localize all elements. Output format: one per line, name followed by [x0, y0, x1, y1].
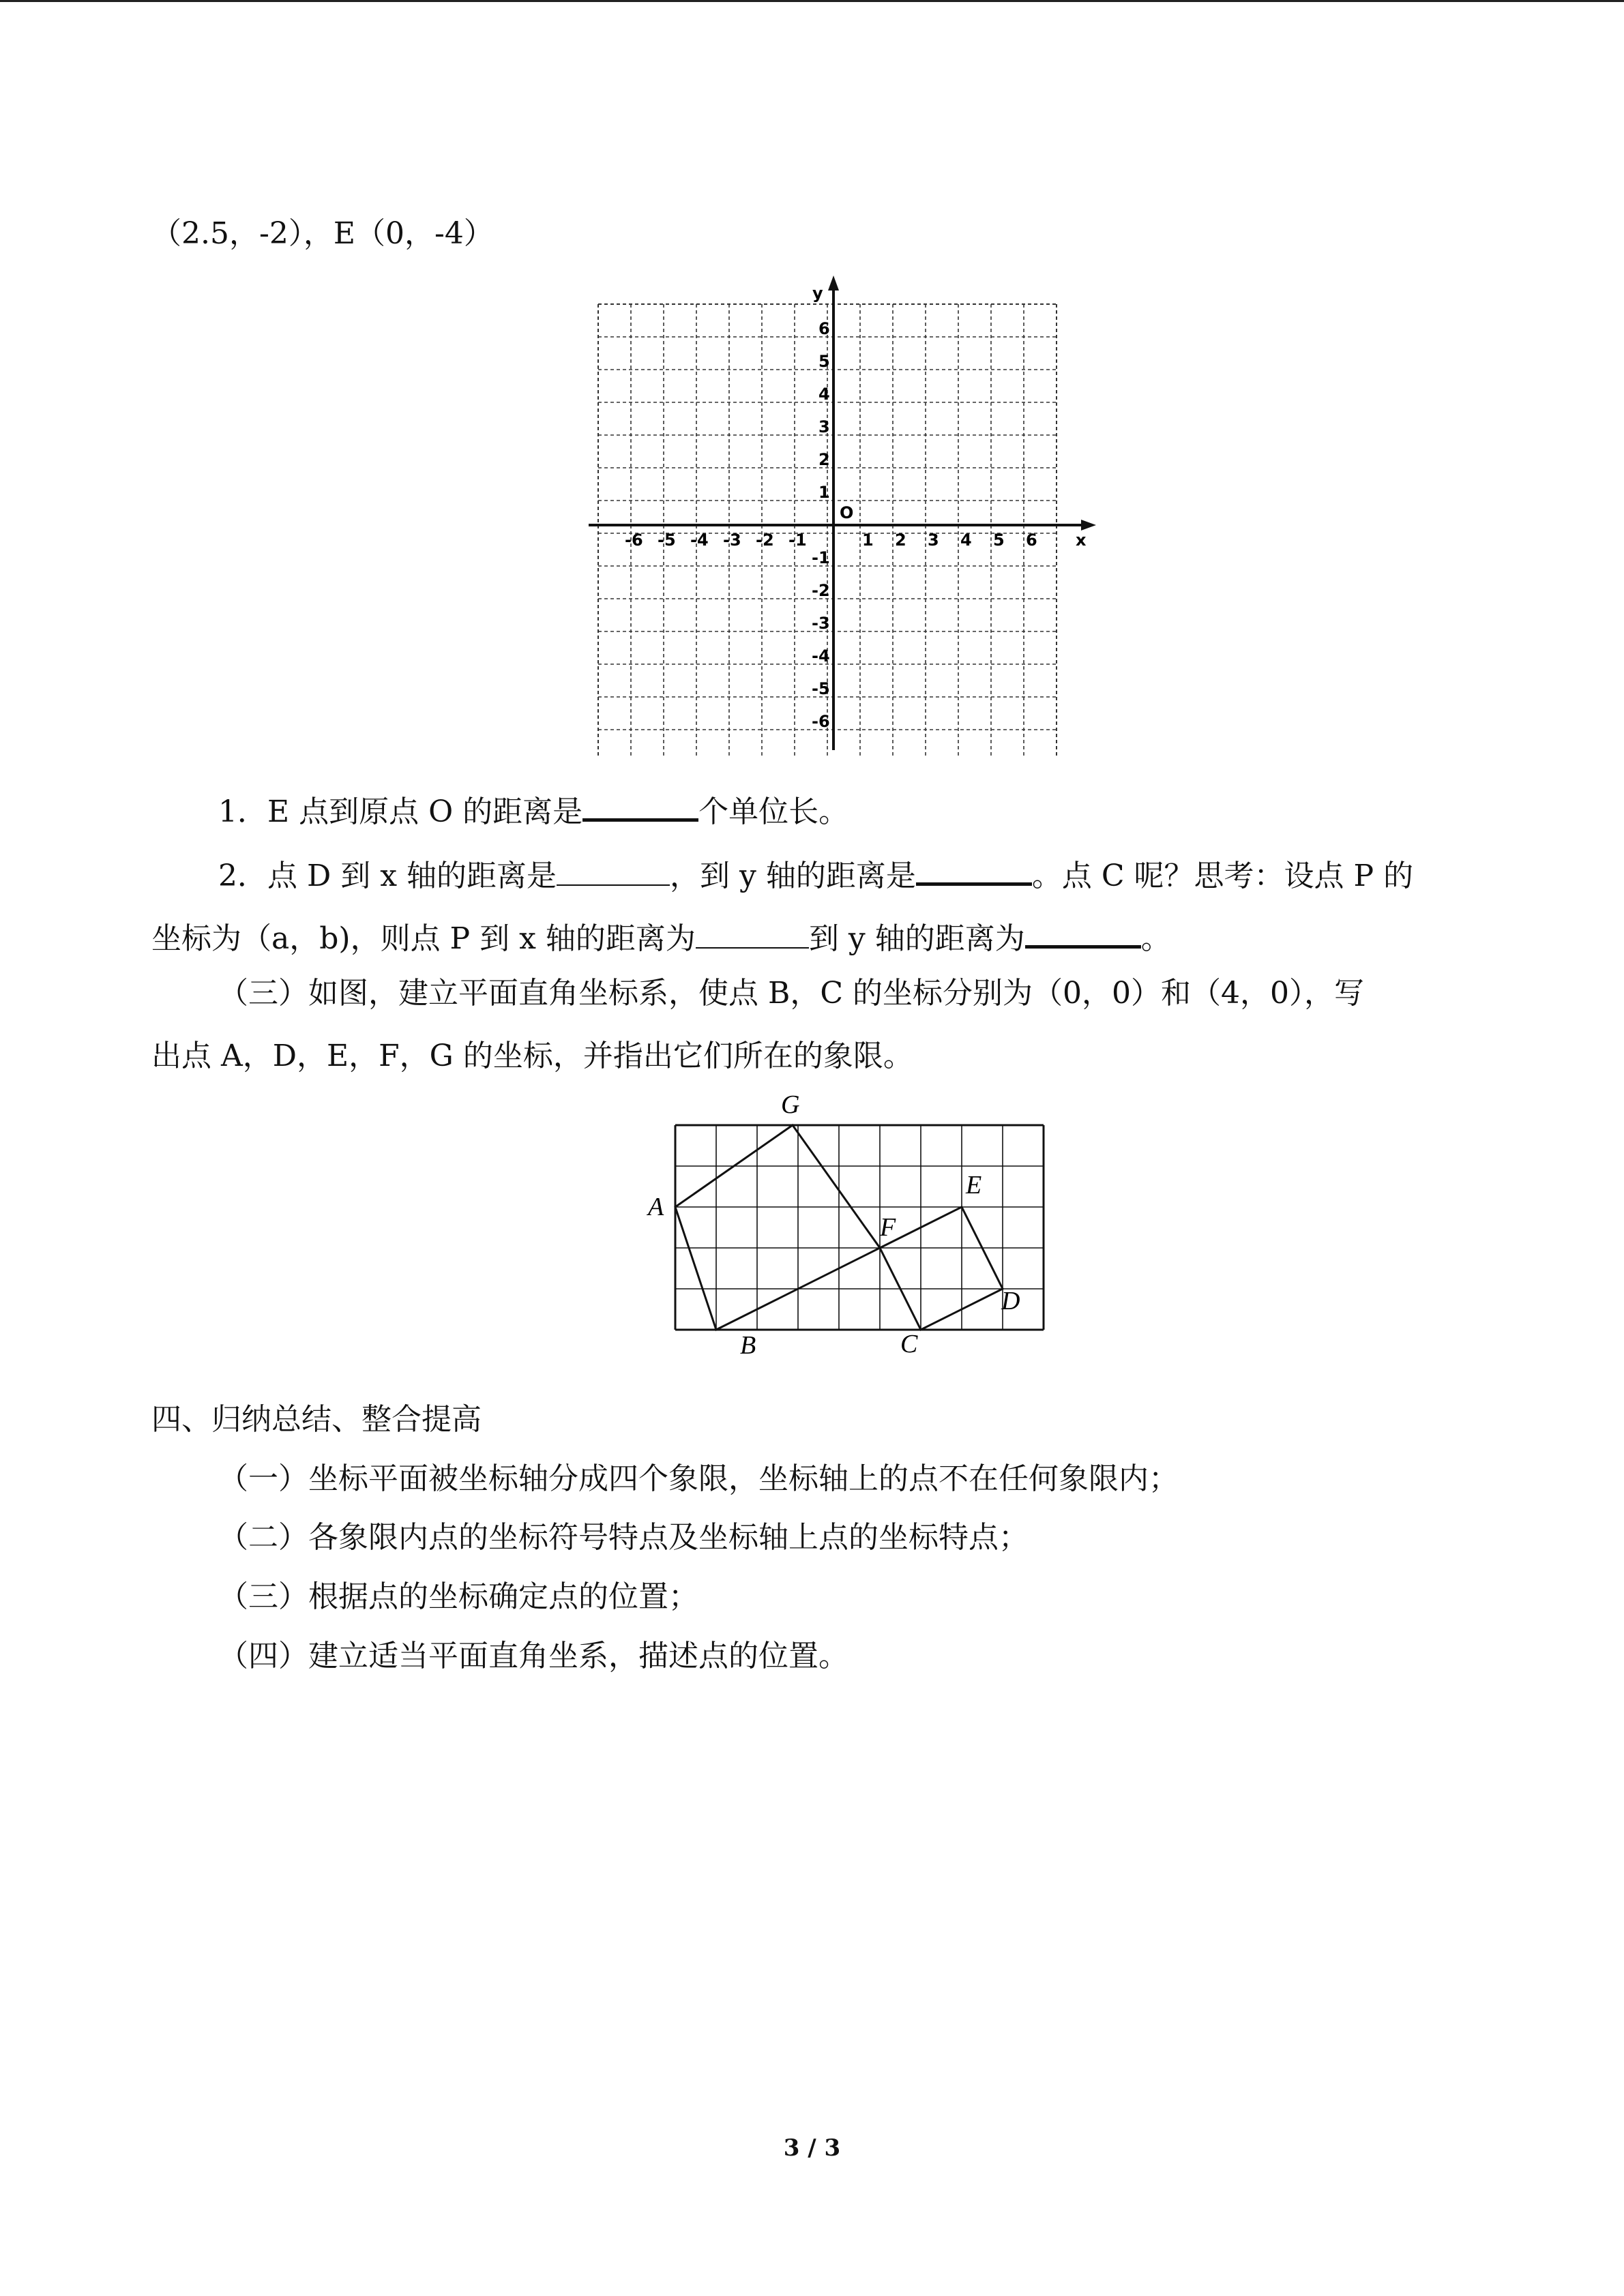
answer-blank-2d[interactable]	[1025, 918, 1141, 949]
x-tick-label: 3	[928, 531, 939, 550]
x-tick-label: -6	[625, 531, 643, 550]
x-axis-label: x	[1076, 531, 1087, 550]
summary-heading: 四、归纳总结、整合提高	[151, 1402, 482, 1437]
origin-label: O	[840, 503, 854, 522]
y-tick-label: 1	[818, 483, 830, 502]
grid-figure	[641, 1084, 1064, 1364]
polygon-F-E-D-C	[880, 1207, 1003, 1330]
point-label-C: C	[900, 1330, 918, 1358]
x-tick-label: -5	[658, 531, 676, 550]
x-tick-label: -3	[723, 531, 741, 550]
coordinate-plane	[583, 273, 1108, 757]
point-label-A: A	[648, 1193, 664, 1221]
point-label-F: F	[880, 1213, 896, 1242]
polygon-A-G-F-B	[675, 1125, 880, 1330]
question-2-line-2	[151, 918, 1171, 959]
continuation-text: （2.5，-2），E（0，-4）	[151, 216, 494, 251]
summary-item-4: （四）建立适当平面直角坐系，描述点的位置。	[218, 1639, 848, 1673]
y-tick-label: 4	[818, 385, 830, 404]
summary-item-1: （一）坐标平面被坐标轴分成四个象限，坐标轴上的点不在任何象限内；	[218, 1461, 1179, 1496]
y-tick-label: -1	[812, 548, 830, 567]
question-2-text-e: 到 y 轴的距离为	[808, 921, 1025, 956]
y-tick-label: -4	[812, 646, 830, 666]
x-tick-label: -1	[788, 531, 807, 550]
y-axis-label: y	[812, 284, 823, 303]
question-2-text-b: ，到 y 轴的距离是	[670, 859, 916, 893]
page-top-border	[0, 0, 1624, 2]
summary-item-2: （二）各象限内点的坐标符号特点及坐标轴上点的坐标特点；	[218, 1520, 1029, 1555]
point-label-E: E	[966, 1171, 982, 1199]
answer-blank-1[interactable]	[582, 791, 698, 822]
question-2-text-a: 2．点 D 到 x 轴的距离是	[218, 859, 557, 893]
answer-blank-2b[interactable]	[916, 855, 1032, 886]
y-tick-label: -3	[812, 614, 830, 633]
answer-blank-2a[interactable]	[557, 857, 670, 886]
x-tick-label: -2	[756, 531, 774, 550]
y-tick-label: 2	[818, 450, 830, 469]
x-axis-arrow	[1081, 520, 1096, 531]
y-tick-label: -5	[812, 679, 830, 698]
y-axis-arrow	[828, 275, 839, 290]
answer-blank-2c[interactable]	[696, 920, 809, 949]
point-label-D: D	[1001, 1287, 1020, 1315]
question-2-text-f: 。	[1140, 921, 1171, 956]
x-tick-label: 2	[895, 531, 906, 550]
point-label-B: B	[740, 1331, 756, 1360]
question-1	[218, 791, 848, 832]
question-2-text-c: 。点 C 呢？思考：设点 P 的	[1031, 859, 1414, 893]
grid-figure-lines	[675, 1125, 1044, 1330]
y-tick-label: 3	[818, 417, 830, 436]
y-tick-label: 6	[818, 319, 830, 338]
page-number: 3 / 3	[783, 2134, 841, 2162]
y-tick-label: -6	[812, 712, 830, 731]
x-tick-label: 6	[1026, 531, 1037, 550]
question-2-text-d: 坐标为（a，b)，则点 P 到 x 轴的距离为	[151, 921, 696, 956]
question-1-suffix: 个单位长。	[698, 794, 849, 829]
y-tick-label: 5	[818, 352, 830, 371]
part-3-line-1: （三）如图，建立平面直角坐标系，使点 B，C 的坐标分别为（0，0）和（4，0），写	[218, 976, 1364, 1011]
question-2-line-1	[218, 855, 1413, 896]
y-tick-label: -2	[812, 581, 830, 600]
part-3-line-2: 出点 A，D，E，F，G 的坐标，并指出它们所在的象限。	[151, 1039, 913, 1073]
x-tick-label: -4	[690, 531, 709, 550]
x-tick-label: 5	[993, 531, 1005, 550]
question-1-prefix: 1．E 点到原点 O 的距离是	[218, 794, 583, 829]
point-label-G: G	[781, 1090, 800, 1119]
summary-item-3: （三）根据点的坐标确定点的位置；	[218, 1579, 698, 1614]
x-tick-label: 4	[960, 531, 972, 550]
x-tick-label: 1	[862, 531, 874, 550]
